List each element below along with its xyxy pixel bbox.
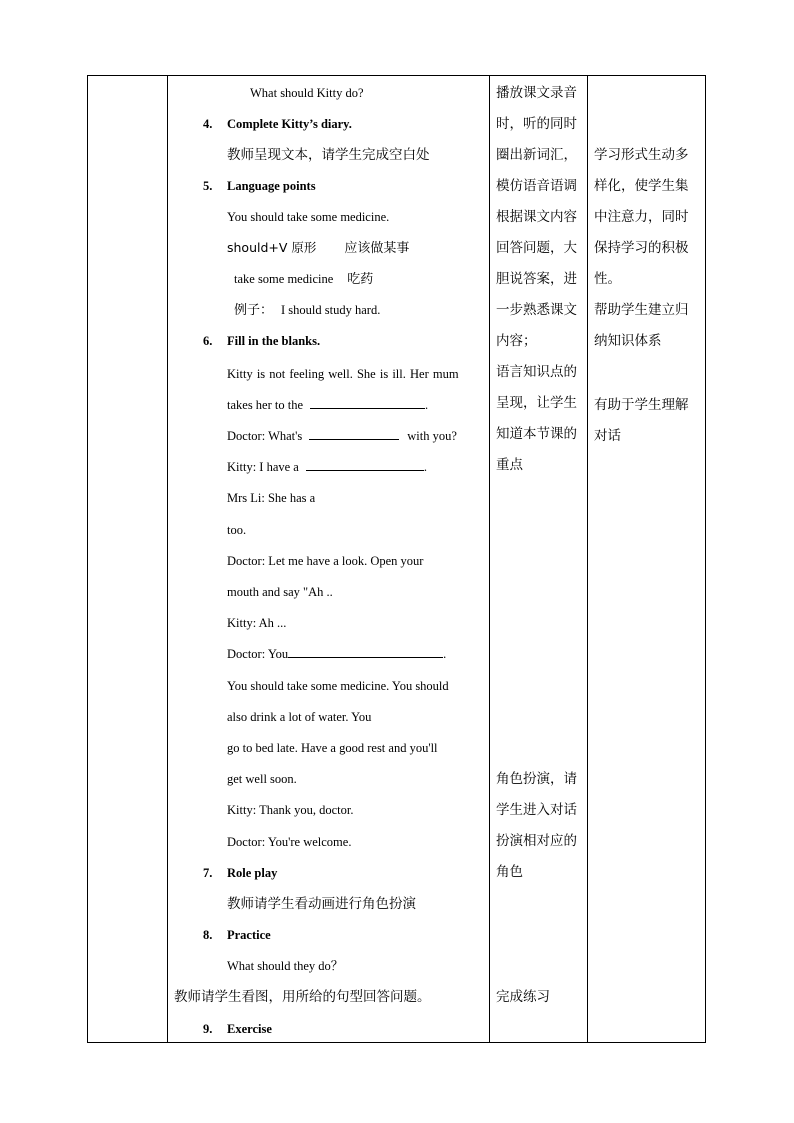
phrase-meaning: 吃药 [347,272,374,287]
section-number: 8. [203,928,213,942]
section-7-heading [203,864,277,882]
exercise-line: Doctor: You're welcome. [227,835,352,849]
phrase-text: should+V 原形 [227,240,317,255]
answer-blank [306,458,424,471]
answer-blank [310,396,425,409]
exercise-line: Mrs Li: She has a [227,491,316,505]
cell-text-line: 呈现，让学生 [496,395,577,411]
cell-text-line: 角色扮演，请 [496,771,577,787]
exercise-line [227,396,428,414]
language-point-line [234,270,373,289]
cell-text-line: 播放课文录音 [496,85,577,101]
lesson-plan-table [87,75,706,1043]
section-title: Exercise [227,1022,272,1036]
section-title: Fill in the blanks. [227,334,321,348]
cell-text-line: 帮助学生建立归 [594,302,689,318]
exercise-text: Doctor: You [227,647,289,661]
cell-text-line: 学生进入对话 [496,802,577,818]
section-8-desc: 教师请学生看图，用所给的句型回答问题。 [174,989,431,1005]
exercise-text: Kitty: I have a [227,460,299,474]
section-number: 6. [203,334,213,348]
cell-text-line: 语言知识点的 [496,364,577,380]
section-7-desc: 教师请学生看动画进行角色扮演 [227,896,416,912]
section-title: Language points [227,179,316,193]
cell-text-line: 模仿语音语调 [496,178,577,194]
exercise-text: Doctor: What's [227,429,303,443]
example-label: 例子： [234,303,274,318]
exercise-text: . [443,647,447,661]
exercise-line: Kitty: Ah ... [227,616,287,630]
cell-text-line: 保持学习的积极 [594,240,689,256]
exercise-line: too. [227,523,247,537]
exercise-line: Kitty is not feeling well. She is ill. Her mum [227,367,459,381]
cell-text-line: 样化，使学生集 [594,178,689,194]
exercise-line: also drink a lot of water. You [227,710,372,724]
section-4-desc: 教师呈现文本，请学生完成空白处 [227,147,430,163]
answer-blank [309,427,399,440]
activity-line: 完成练习 [496,989,550,1005]
section-number: 4. [203,117,213,131]
practice-question: What should they do？ [227,959,344,973]
phrase-meaning: 应该做某事 [344,241,410,256]
section-5-heading [203,177,316,195]
cell-text-line: 根据课文内容 [496,209,577,225]
exercise-line [227,427,457,445]
cell-text-line: 学习形式生动多 [594,147,689,163]
section-number: 9. [203,1022,213,1036]
cell-text-line: 胆说答案，进 [496,271,577,287]
exercise-line: You should take some medicine. You should [227,679,449,693]
procedure-column [168,76,488,1042]
cell-text-line: 扮演相对应的 [496,833,577,849]
exercise-text: with you? [407,429,457,443]
section-number: 5. [203,179,213,193]
section-number: 7. [203,866,213,880]
cell-text-line: 性。 [594,271,621,287]
exercise-text: . [423,460,427,474]
cell-text-line: 重点 [496,457,523,473]
section-title: Practice [227,928,271,942]
cell-text-line: 一步熟悉课文 [496,302,577,318]
cell-text-line: 纳知识体系 [594,333,662,349]
example-text: I should study hard. [281,303,381,317]
design-intent-column [588,76,706,1042]
exercise-line [227,458,427,476]
section-6-heading [203,332,320,350]
section-8-heading [203,926,271,944]
exercise-line [227,645,446,663]
section-title: Role play [227,866,278,880]
cell-text-line: 知道本节课的 [496,426,577,442]
language-point-line [227,239,409,258]
section-title: Complete Kitty’s diary. [227,117,352,131]
answer-blank [288,645,443,658]
cell-text-line: 时，听的同时 [496,116,577,132]
section-9-heading [203,1020,272,1038]
language-point-line: You should take some medicine. [227,210,390,224]
phrase-text: take some medicine [234,272,334,286]
exercise-line: get well soon. [227,772,297,786]
cell-text-line: 角色 [496,864,523,880]
language-point-line [234,301,380,320]
exercise-line: Doctor: Let me have a look. Open your [227,554,424,568]
section-4-heading [203,115,352,133]
exercise-line: mouth and say "Ah .. [227,585,333,599]
cell-text-line: 内容； [496,333,537,349]
cell-text-line: 有助于学生理解 [594,397,689,413]
student-activity-column [490,76,587,1042]
exercise-line: go to bed late. Have a good rest and you'll [227,741,438,755]
question-line: What should Kitty do? [250,86,364,100]
cell-text-line: 圈出新词汇， [496,147,577,163]
cell-text-line: 对话 [594,428,621,444]
exercise-line: Kitty: Thank you, doctor. [227,803,354,817]
exercise-text: . [425,398,429,412]
exercise-text: takes her to the [227,398,304,412]
cell-text-line: 中注意力，同时 [594,209,689,225]
cell-text-line: 回答问题，大 [496,240,577,256]
